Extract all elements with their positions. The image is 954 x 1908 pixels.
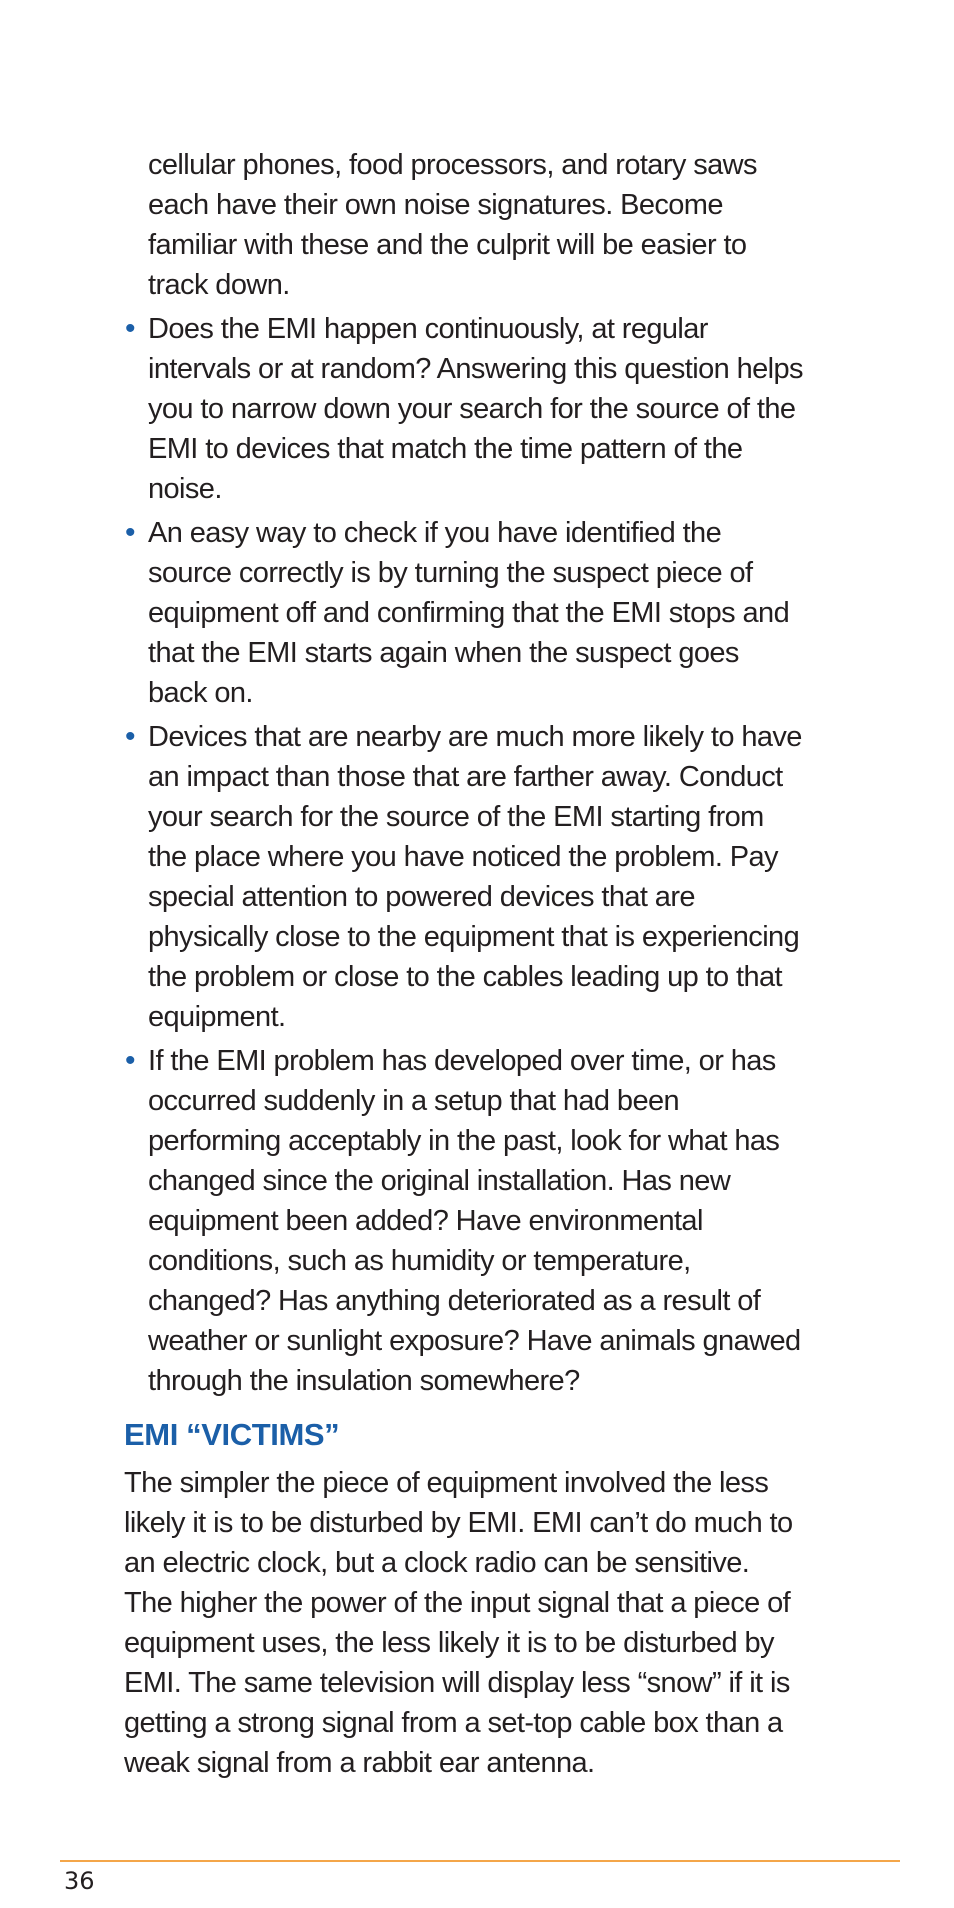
continued-bullet-text: cellular phones, food processors, and rotary saws each have their own noise signatures. Become familiar with these and the culprit will be easier to track down.: [148, 149, 757, 301]
bullet-text: If the EMI problem has developed over time, or has occurred suddenly in a setup that had been performing acceptably in the past, look for what has changed since the original installation. Has new equipment been added? Have environmental conditions, such as humidity or temperature, changed? Has anything deteriorated as a result of weather or sunlight exposure? Have animals gnawed through the insulation somewhere?: [148, 1045, 801, 1397]
bullet-dot-icon: •: [125, 1044, 135, 1077]
bullet-dot-icon: •: [125, 720, 135, 753]
bullet-text: Devices that are nearby are much more likely to have an impact than those that are farther away. Conduct your search for the source of the EMI starting from the place where you have noticed the problem. Pay special attention to powered devices that are physically close to the equipment that is experiencing the problem or close to the cables leading up to that equipment.: [148, 721, 802, 1033]
bullet-list: [124, 309, 804, 1401]
bullet-item: [124, 513, 804, 713]
bullet-item: [124, 309, 804, 509]
bullet-text: Does the EMI happen continuously, at regular intervals or at random? Answering this question helps you to narrow down your search for the source of the EMI to devices that match the time pattern of the noise.: [148, 313, 803, 505]
bullet-dot-icon: •: [125, 516, 135, 549]
section-paragraph: The simpler the piece of equipment involved the less likely it is to be disturbed by EMI. EMI can’t do much to an electric clock, but a clock radio can be sensitive. The higher the power of the input signal that a piece of equipment uses, the less likely it is to be disturbed by EMI. The same television will display less “snow” if it is getting a strong signal from a set-top cable box than a weak signal from a rabbit ear antenna.: [124, 1467, 793, 1779]
bullet-text: An easy way to check if you have identified the source correctly is by turning the suspect piece of equipment off and confirming that the EMI stops and that the EMI starts again when the suspect goes back on.: [148, 517, 790, 709]
section-heading: EMI “VICTIMS”: [124, 1417, 340, 1452]
page-number: 36: [64, 1867, 95, 1895]
bullet-item: [124, 717, 804, 1037]
footer-rule: [60, 1860, 900, 1862]
bullet-dot-icon: •: [125, 312, 135, 345]
page-content: [124, 145, 804, 1783]
bullet-item: [124, 1041, 804, 1401]
